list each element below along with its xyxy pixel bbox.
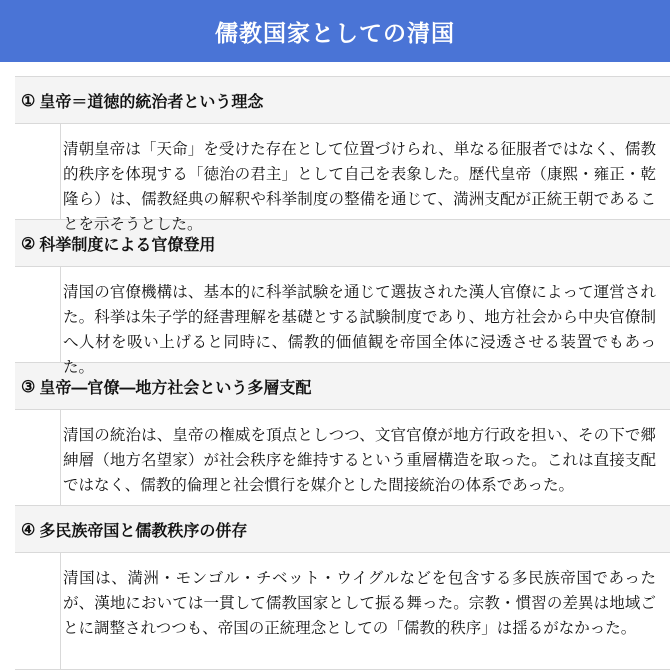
section-number: ③: [21, 376, 36, 396]
page-title: 儒教国家としての清国: [215, 19, 455, 47]
section-text: 清国の官僚機構は、基本的に科挙試験を通じて選抜された漢人官僚によって運営された。科挙は朱子学的経書理解を基礎とする試験制度であり、地方社会から中央官僚制へ人材を吸い上げると同時に、儒教的価値観を帝国全体に浸透させる装置でもあった。: [63, 283, 656, 376]
section-heading: 皇帝＝道徳的統治者という理念: [39, 91, 264, 111]
section-2: [15, 220, 670, 376]
section-text: 清朝皇帝は「天命」を受けた存在として位置づけられ、単なる征服者ではなく、儒教的秩序を体現する「徳治の君主」として自己を表象した。歴代皇帝（康熙・雍正・乾隆ら）は、儒教経典の解釈や科挙制度の整備を通じて、満洲支配が正統王朝であることを示そうとした。: [63, 140, 656, 233]
section-number: ①: [21, 90, 36, 110]
sections-list: [15, 76, 670, 671]
section-body: [15, 410, 670, 506]
section-header: [15, 77, 670, 124]
section-body: [15, 553, 670, 670]
section-4: [15, 506, 670, 670]
section-number: ④: [21, 519, 36, 539]
section-body: [15, 267, 670, 376]
section-heading: 科挙制度による官僚登用: [39, 234, 216, 254]
section-1: [15, 77, 670, 233]
section-number: ②: [21, 233, 36, 253]
title-bar: [0, 0, 670, 62]
section-heading: 多民族帝国と儒教秩序の併存: [39, 520, 248, 540]
section-text: 清国の統治は、皇帝の権威を頂点としつつ、文官官僚が地方行政を担い、その下で郷紳層（地方名望家）が社会秩序を維持するという重層構造を取った。これは直接支配ではなく、儒教的倫理と社会慣行を媒介とした間接統治の体系であった。: [63, 426, 656, 494]
section-header: [15, 506, 670, 553]
section-body: [15, 124, 670, 233]
section-heading: 皇帝―官僚―地方社会という多層支配: [39, 377, 312, 397]
section-3: [15, 363, 670, 506]
section-text: 清国は、満洲・モンゴル・チベット・ウイグルなどを包含する多民族帝国であったが、漢地においては一貫して儒教国家として振る舞った。宗教・慣習の差異は地域ごとに調整されつつも、帝国の正統理念としての「儒教的秩序」は揺るがなかった。: [63, 569, 656, 637]
